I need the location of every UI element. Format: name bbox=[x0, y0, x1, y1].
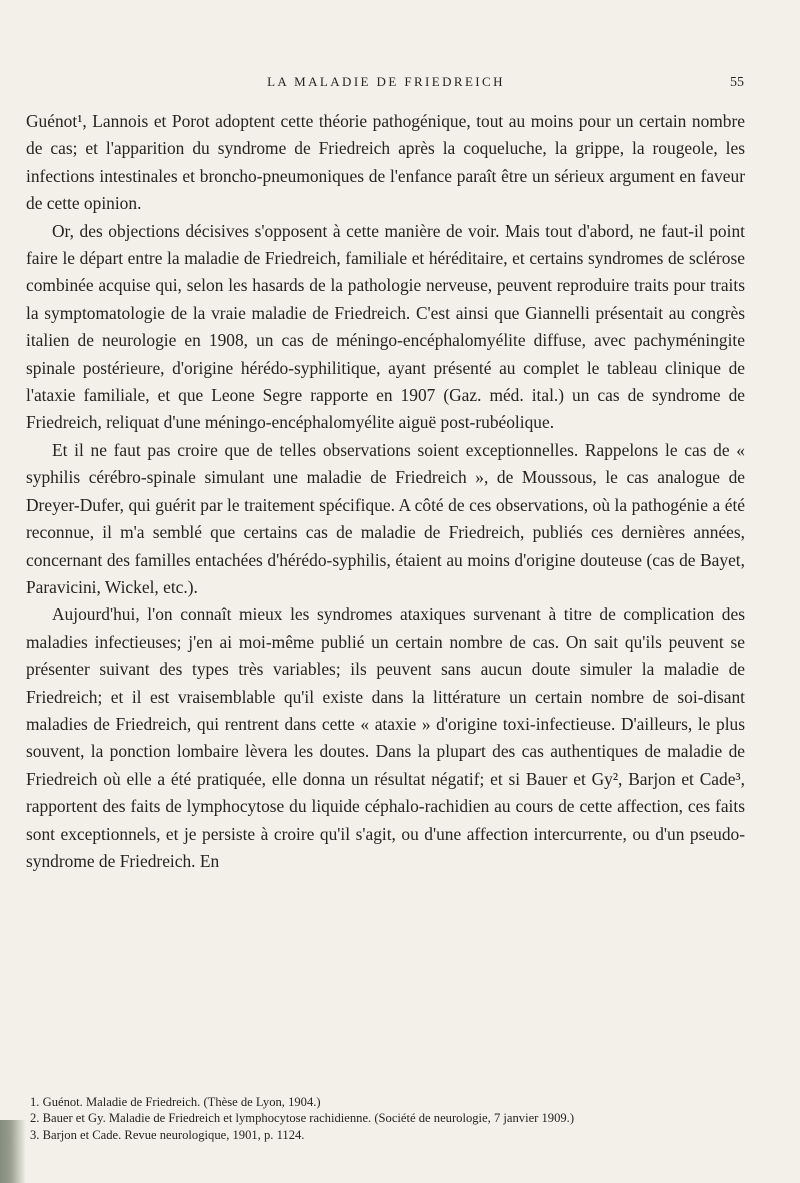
running-title: LA MALADIE DE FRIEDREICH bbox=[267, 74, 505, 89]
footnote: 3. Barjon et Cade. Revue neurologique, 1901, p. 1124. bbox=[30, 1127, 305, 1142]
paragraph: Guénot¹, Lannois et Porot adoptent cette théorie pathogénique, tout au moins pour un certain nombre de cas; et l'apparition du syndrome de Friedreich après la coqueluche, la grippe, la rougeole, les infections intestinales et broncho-pneumoniques de l'enfance paraît être un sérieux argument en faveur de cette opinion. bbox=[26, 111, 745, 214]
paragraph: Et il ne faut pas croire que de telles observations soient exceptionnelles. Rappelons le cas de « syphilis cérébro-spinale simulant une maladie de Friedreich », de Moussous, le cas analogue de Dreyer-Dufer, qui guérit par le traitement spécifique. A côté de ces observations, où la pathogénie a été reconnue, il m'a semblé que certains cas de maladie de Friedreich, publiés ces dernières années, concernant des familles entachées d'hérédo-syphilis, étaient au moins d'origine douteuse (cas de Bayet, Paravicini, Wickel, etc.). bbox=[26, 439, 745, 597]
footnote: 2. Bauer et Gy. Maladie de Friedreich et lymphocytose rachidienne. (Société de neurologie, 7 janvier 1909.) bbox=[30, 1111, 575, 1126]
page-number: 55 bbox=[730, 75, 744, 90]
body-text bbox=[26, 108, 745, 875]
paragraph: Aujourd'hui, l'on connaît mieux les syndromes ataxiques survenant à titre de complication des maladies infectieuses; j'en ai moi-même publié un certain nombre de cas. On sait qu'ils peuvent se présenter suivant des types très variables; ils peuvent sans aucun doute simuler la maladie de Friedreich; et il est vraisemblable qu'il existe dans la littérature un certain nombre de soi-disant maladies de Friedreich, qui rentrent dans cette « ataxie » d'origine toxi-infectieuse. D'ailleurs, le plus souvent, la ponction lombaire lèvera les doutes. Dans la plupart des cas authentiques de maladie de Friedreich où elle a été pratiquée, elle donna un résultat négatif; et si Bauer et Gy², Barjon et Cade³, rapportent des faits de lymphocytose du liquide céphalo-rachidien au cours de cette affection, ces faits sont exceptionnels, et je persiste à croire qu'il s'agit, ou d'une affection intercurrente, ou d'un pseudo-syndrome de Friedreich. En bbox=[26, 604, 745, 871]
footnote: 1. Guénot. Maladie de Friedreich. (Thèse de Lyon, 1904.) bbox=[30, 1095, 321, 1109]
paragraph: Or, des objections décisives s'opposent à cette manière de voir. Mais tout d'abord, ne faut-il point faire le départ entre la maladie de Friedreich, familiale et héréditaire, et certains syndromes de sclérose combinée acquise qui, selon les hasards de la pathologie nerveuse, peuvent reproduire traits pour traits la symptomatologie de la vraie maladie de Friedreich. C'est ainsi que Giannelli présentait au congrès italien de neurologie en 1908, un cas de méningo-encéphalomyélite diffuse, avec pachyméningite spinale postérieure, d'origine hérédo-syphilitique, ayant présenté au complet le tableau clinique de l'ataxie familiale, et que Leone Segre rapporte en 1907 (Gaz. méd. ital.) un cas de syndrome de Friedreich, reliquat d'une méningo-encéphalomyélite aiguë post-rubéolique. bbox=[26, 220, 745, 433]
page-edge-shadow bbox=[0, 1120, 26, 1183]
footnotes bbox=[30, 1094, 745, 1143]
